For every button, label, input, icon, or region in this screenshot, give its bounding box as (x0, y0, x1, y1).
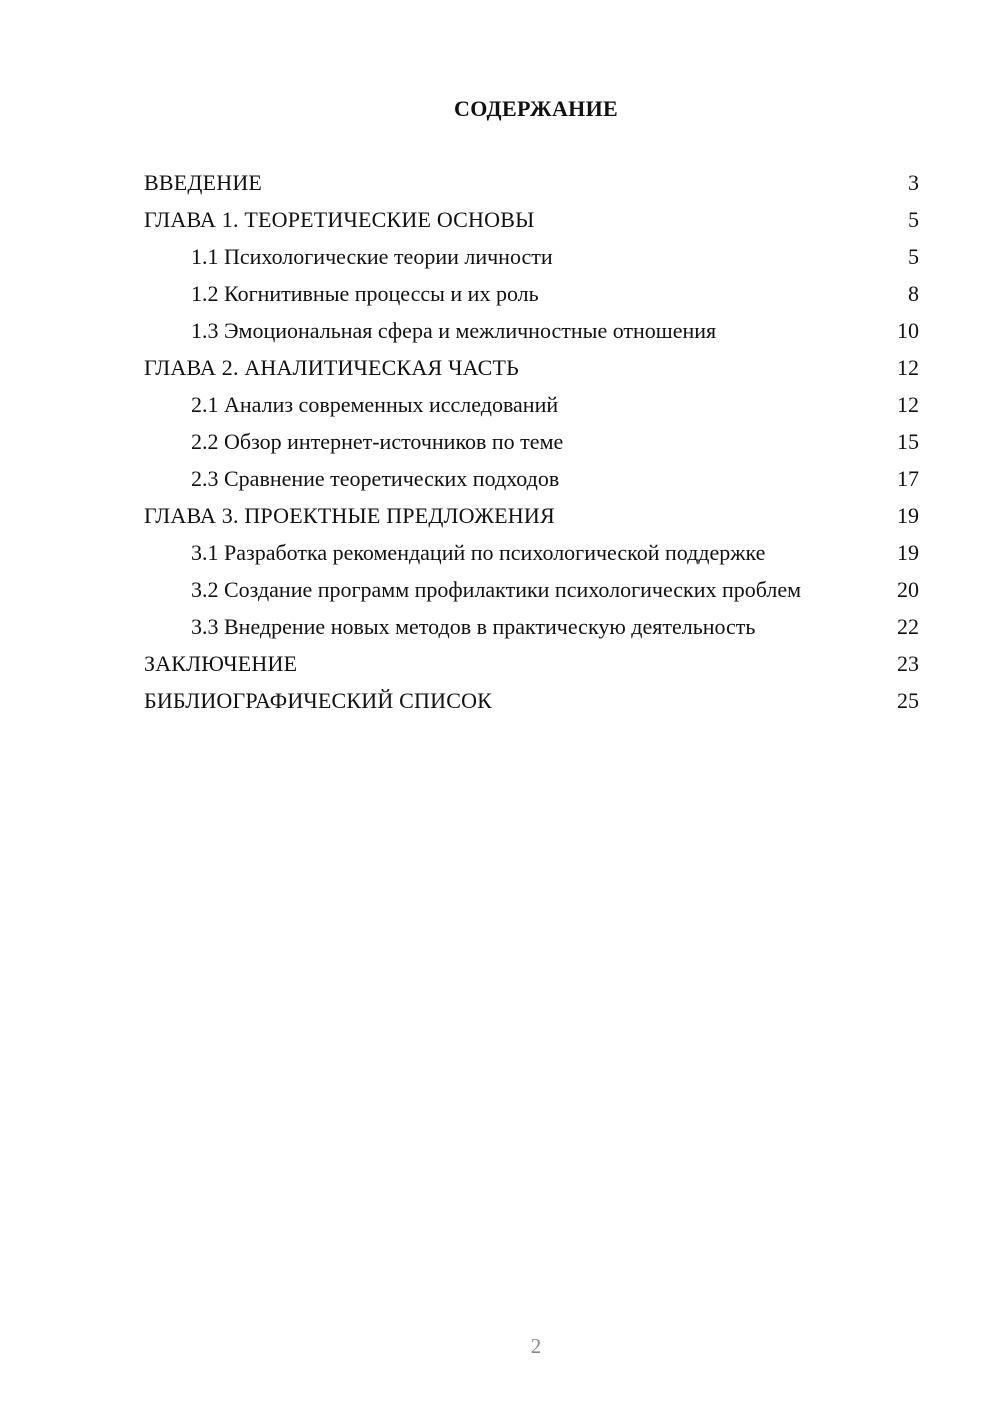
toc-entry-page: 19 (897, 540, 919, 565)
toc-entry-label: 3.1 Разработка рекомендаций по психологической поддержке (191, 540, 766, 565)
page-number: 2 (530, 1334, 542, 1358)
toc-entry-section-3-1 (144, 540, 919, 566)
toc-entry-label: ГЛАВА 1. ТЕОРЕТИЧЕСКИЕ ОСНОВЫ (144, 207, 535, 232)
toc-entry-chapter-1 (144, 207, 919, 233)
table-of-contents (144, 170, 919, 725)
toc-entry-label: 2.3 Сравнение теоретических подходов (191, 466, 560, 491)
toc-entry-page: 25 (897, 688, 919, 713)
toc-entry-bibliography (144, 688, 919, 714)
toc-entry-page: 12 (897, 355, 919, 380)
toc-entry-label: ВВЕДЕНИЕ (144, 170, 263, 195)
toc-entry-section-2-3 (144, 466, 919, 492)
toc-entry-page: 20 (897, 577, 919, 602)
toc-entry-label: 1.2 Когнитивные процессы и их роль (191, 281, 539, 306)
toc-entry-conclusion (144, 651, 919, 677)
toc-entry-section-3-2 (144, 577, 919, 603)
toc-entry-label: 2.1 Анализ современных исследований (191, 392, 559, 417)
toc-entry-section-3-3 (144, 614, 919, 640)
toc-entry-label: БИБЛИОГРАФИЧЕСКИЙ СПИСОК (144, 688, 493, 713)
toc-entry-page: 17 (897, 466, 919, 491)
toc-entry-section-1-3 (144, 318, 919, 344)
toc-entry-label: 1.1 Психологические теории личности (191, 244, 553, 269)
toc-entry-chapter-2 (144, 355, 919, 381)
toc-entry-page: 5 (908, 207, 919, 232)
toc-entry-section-2-1 (144, 392, 919, 418)
toc-entry-label: 2.2 Обзор интернет-источников по теме (191, 429, 564, 454)
toc-entry-chapter-3 (144, 503, 919, 529)
toc-entry-label: ГЛАВА 3. ПРОЕКТНЫЕ ПРЕДЛОЖЕНИЯ (144, 503, 555, 528)
toc-entry-page: 5 (908, 244, 919, 269)
toc-entry-section-1-2 (144, 281, 919, 307)
toc-entry-page: 15 (897, 429, 919, 454)
toc-entry-label: 3.2 Создание программ профилактики психологических проблем (191, 577, 802, 602)
toc-entry-page: 10 (897, 318, 919, 343)
toc-entry-section-1-1 (144, 244, 919, 270)
toc-entry-label: 1.3 Эмоциональная сфера и межличностные отношения (191, 318, 717, 343)
toc-entry-page: 12 (897, 392, 919, 417)
toc-entry-label: 3.3 Внедрение новых методов в практическую деятельность (191, 614, 756, 639)
toc-entry-page: 8 (908, 281, 919, 306)
toc-entry-section-2-2 (144, 429, 919, 455)
toc-entry-page: 19 (897, 503, 919, 528)
toc-entry-label: ЗАКЛЮЧЕНИЕ (144, 651, 298, 676)
toc-entry-page: 23 (897, 651, 919, 676)
toc-entry-page: 3 (908, 170, 919, 195)
page-title: СОДЕРЖАНИЕ (454, 96, 618, 121)
toc-entry-label: ГЛАВА 2. АНАЛИТИЧЕСКАЯ ЧАСТЬ (144, 355, 519, 380)
toc-entry-page: 22 (897, 614, 919, 639)
toc-entry-introduction (144, 170, 919, 196)
